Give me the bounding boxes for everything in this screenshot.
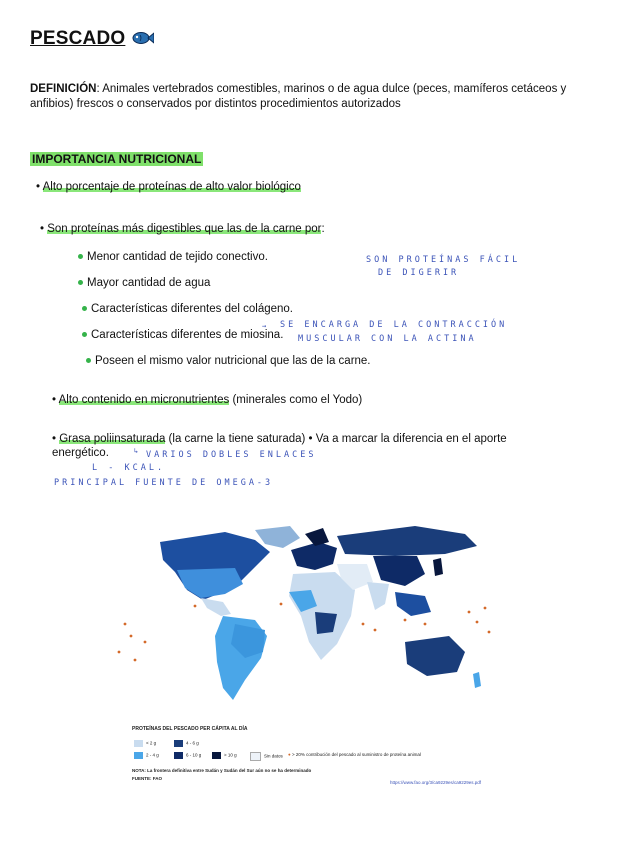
world-map-graphic <box>105 512 505 717</box>
fish-icon <box>130 30 154 46</box>
green-dot-icon <box>82 306 87 311</box>
sub-bullet-3-text: Características diferentes del colágeno. <box>91 303 293 315</box>
legend-item-6-10: 6 - 10 g <box>174 752 201 759</box>
sub-bullet-5 <box>86 354 371 368</box>
legend-item-dot: ● > 20% contribución del pescado al suministro de proteína animal <box>288 752 421 757</box>
sub-bullet-5-text: Poseen el mismo valor nutricional que las de la carne. <box>95 355 371 367</box>
green-dot-icon <box>78 254 83 259</box>
sub-bullet-4-text: Características diferentes de miosina. <box>91 329 284 341</box>
swatch-icon <box>134 740 143 747</box>
green-dot-icon <box>82 332 87 337</box>
europe-shape <box>291 542 337 570</box>
bullet-4: • Grasa poliinsaturada (la carne la tiene saturada) • Va a marcar la diferencia en el aporte <box>52 433 507 445</box>
legend-item-no-data: Sin datos <box>250 752 283 761</box>
map-url-link[interactable]: https://www.fao.org/3/ca9229es/ca9229es.pdf <box>390 780 482 785</box>
legend-item-4-6: 4 - 6 g <box>174 740 199 747</box>
australia-shape <box>405 636 465 676</box>
greenland-shape <box>255 526 300 548</box>
world-fish-protein-map <box>105 512 505 717</box>
handwritten-note-2-line-1: SE ENCARGA DE LA CONTRACCIÓN <box>280 320 508 330</box>
bullet-2: • Son proteínas más digestibles que las de la carne por: <box>40 223 325 235</box>
bullet-4-rest: (la carne la tiene saturada) • Va a marcar la diferencia en el aporte <box>165 433 507 445</box>
legend-item-gt10: > 10 g <box>212 752 237 759</box>
definition <box>30 82 590 112</box>
india-shape <box>367 582 389 610</box>
southeast-asia-shape <box>395 592 431 616</box>
china-shape <box>373 556 425 586</box>
bullet-3: • Alto contenido en micronutrientes (minerales como el Yodo) <box>52 394 363 406</box>
page-title: PESCADO <box>30 28 126 49</box>
dot-icon: ● <box>288 752 291 757</box>
sub-bullet-4 <box>82 328 283 342</box>
legend-item-2-4: 2 - 4 g <box>134 752 159 759</box>
definition-label: DEFINICIÓN <box>30 83 97 95</box>
scandinavia-shape <box>305 528 329 546</box>
bullet-4-line-2: energético. <box>52 447 109 459</box>
sub-bullet-2 <box>78 276 210 290</box>
sub-bullet-1 <box>78 250 268 264</box>
usa-shape <box>177 568 243 598</box>
bullet-2-colon: : <box>321 223 325 235</box>
handwritten-note-1-line-1: SON PROTEÍNAS FÁCIL <box>366 255 521 265</box>
section-title <box>30 152 203 166</box>
swatch-icon <box>174 740 183 747</box>
new-zealand-shape <box>473 672 481 688</box>
swatch-icon <box>174 752 183 759</box>
definition-text: : Animales vertebrados comestibles, marinos o de agua dulce (peces, mamíferos cetáceos y anfibios) frescos o conservados por distintos procedimientos autorizados <box>30 83 567 110</box>
bullet-3-rest: (minerales como el Yodo) <box>229 394 363 406</box>
green-dot-icon <box>86 358 91 363</box>
bullet-1: • Alto porcentaje de proteínas de alto valor biológico <box>36 181 301 193</box>
arrow-icon: → <box>262 322 270 330</box>
swatch-icon <box>250 752 261 761</box>
green-dot-icon <box>78 280 83 285</box>
bullet-2-text: Son proteínas más digestibles que las de la carne por <box>47 223 322 235</box>
japan-shape <box>433 558 443 576</box>
bullet-3-highlight: Alto contenido en micronutrientes <box>58 394 230 406</box>
handwritten-note-2-line-2: MUSCULAR CON LA ACTINA <box>298 334 477 344</box>
bullet-4-highlight: Grasa poliinsaturada <box>59 433 166 445</box>
sub-bullet-2-text: Mayor cantidad de agua <box>87 277 211 289</box>
handwritten-note-3: VARIOS DOBLES ENLACES <box>146 450 317 460</box>
handwritten-note-5: PRINCIPAL FUENTE DE OMEGA-3 <box>54 478 274 488</box>
swatch-icon <box>212 752 221 759</box>
legend-item-lt2: < 2 g <box>134 740 156 747</box>
handwritten-note-1-line-2: DE DIGERIR <box>378 268 460 278</box>
handwritten-note-4: L - KCAL. <box>92 463 166 473</box>
sub-bullet-1-text: Menor cantidad de tejido conectivo. <box>87 251 268 263</box>
arrow-icon: ↳ <box>134 447 142 455</box>
sub-bullet-3 <box>82 302 293 316</box>
map-legend-title: PROTEÍNAS DEL PESCADO PER CÁPITA AL DÍA <box>132 726 248 732</box>
map-source: FUENTE: FAO <box>132 776 162 781</box>
central-america-shape <box>201 598 231 616</box>
russia-shape <box>337 526 477 556</box>
swatch-icon <box>134 752 143 759</box>
map-note: NOTA: La frontera definitiva entre Sudán y Sudán del Sur aún no se ha determinado <box>132 768 312 773</box>
section-title-text: IMPORTANCIA NUTRICIONAL <box>32 152 202 166</box>
bullet-1-text: Alto porcentaje de proteínas de alto valor biológico <box>42 181 301 193</box>
